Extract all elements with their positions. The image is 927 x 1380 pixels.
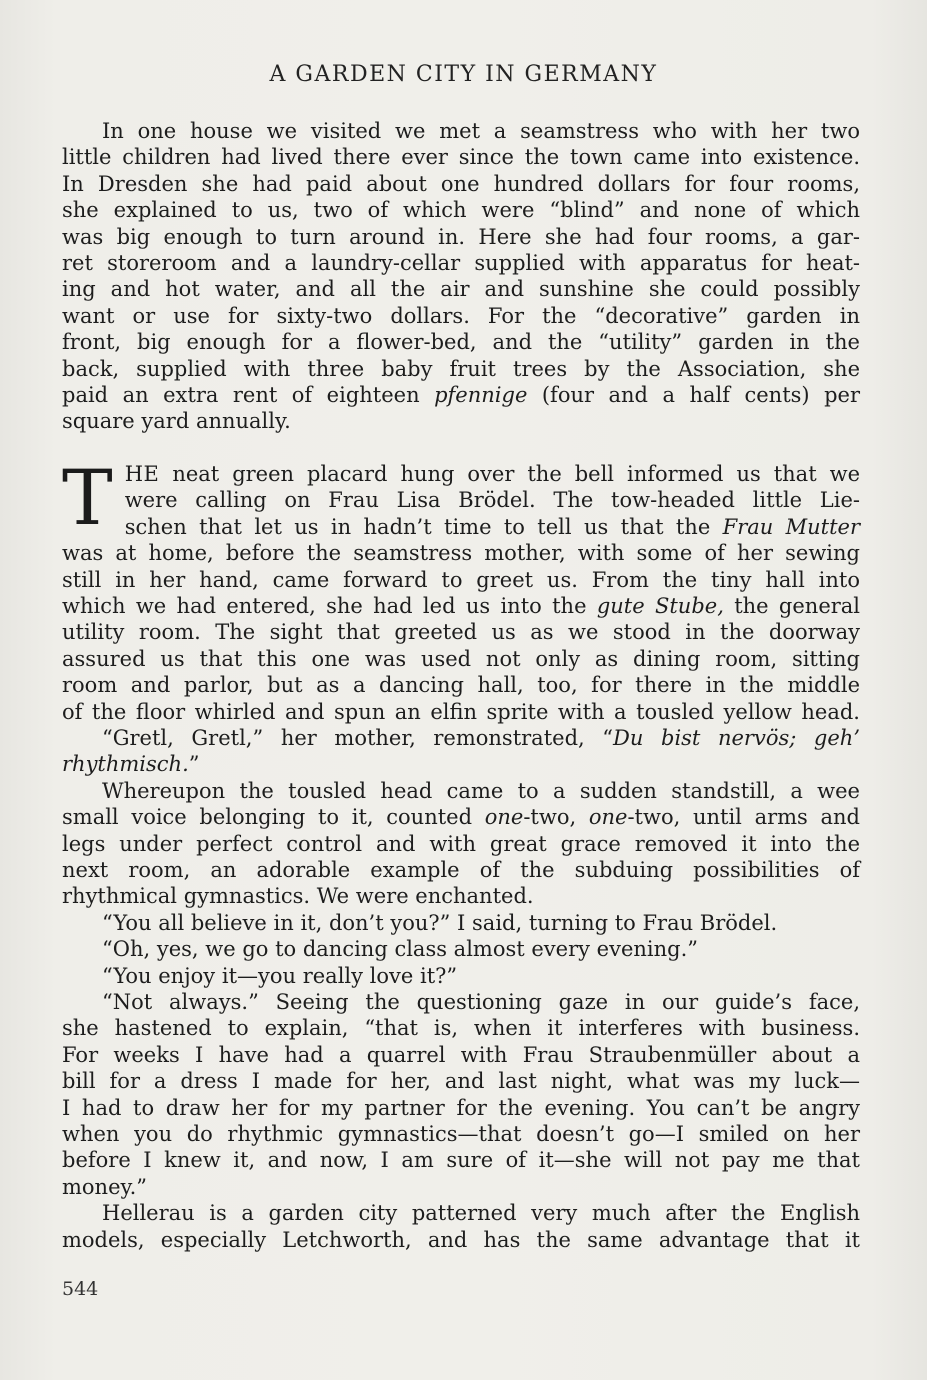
text-line: little children had lived there ever since the town came into existence. <box>62 145 860 170</box>
text-line: was at home, before the seamstress mother, with some of her sewing <box>62 541 860 566</box>
text-run: (four and a half cents) per <box>527 383 860 408</box>
text-line: next room, an adorable example of the subduing possibilities of <box>62 857 860 882</box>
text-line <box>62 593 860 619</box>
text-line: “You enjoy it—you really love it?” <box>102 963 458 988</box>
text-line <box>62 461 860 487</box>
text-line: “Oh, yes, we go to dancing class almost every evening.” <box>102 937 698 962</box>
paragraph-not-always <box>62 989 860 1200</box>
text-run: the general <box>723 593 861 618</box>
text-line <box>62 725 860 751</box>
text-line: rhythmical gymnastics. We were enchanted. <box>62 884 534 909</box>
text-line: “Not always.” Seeing the questioning gaze in our guide’s face, <box>102 990 860 1014</box>
text-line <box>62 751 860 777</box>
italic-run: pfennige <box>434 383 528 408</box>
text-run: small voice belonging to it, counted <box>62 805 485 830</box>
text-line: assured us that this one was used not only as dining room, sitting <box>62 646 860 671</box>
text-line: square yard annually. <box>62 409 291 434</box>
text-run: schen that let us in hadn’t time to tell us that the <box>124 514 723 539</box>
text-line: models, especially Letchworth, and has the same advantage that it <box>62 1227 860 1252</box>
text-line: ing and hot water, and all the air and sunshine she could possibly <box>62 277 860 302</box>
text-line <box>62 382 860 408</box>
paragraph-believe <box>62 910 860 936</box>
paragraph-hellerau <box>62 1200 860 1253</box>
text-line: In one house we visited we met a seamstress who with her two <box>102 119 860 143</box>
text-run: neat green placard hung over the bell informed us that we <box>159 461 860 486</box>
text-line: For weeks I have had a quarrel with Frau Straubenmüller about a <box>62 1042 860 1067</box>
text-line: ret storeroom and a laundry-cellar supplied with apparatus for heat- <box>62 251 860 276</box>
drop-cap: T <box>62 452 113 542</box>
text-line: were calling on Frau Lisa Brödel. The tow-headed little Lie- <box>124 488 860 513</box>
text-line <box>62 804 860 830</box>
paragraph-placard <box>62 452 861 725</box>
text-run: -two, until arms and <box>627 805 860 830</box>
paragraph-dancing-class <box>62 936 860 962</box>
page-number: 544 <box>62 1278 99 1300</box>
text-line: before I knew it, and now, I am sure of it—she will not pay me that <box>62 1148 860 1173</box>
paragraph-whereupon <box>62 778 860 910</box>
text-line: In Dresden she had paid about one hundred dollars for four rooms, <box>62 171 860 196</box>
text-line: front, big enough for a flower-bed, and the “utility” garden in the <box>62 330 860 355</box>
running-head: A GARDEN CITY IN GERMANY <box>269 62 658 87</box>
text-run: ” <box>188 752 200 777</box>
italic-run: rhythmisch. <box>62 752 189 777</box>
text-run: which we had entered, she had led us into the <box>62 593 597 618</box>
text-line: of the floor whirled and spun an elfin sprite with a tousled yellow head. <box>62 699 860 724</box>
italic-run: Frau Mutter <box>722 514 861 539</box>
text-line: room and parlor, but as a dancing hall, too, for there in the middle <box>62 673 860 698</box>
text-line: Whereupon the tousled head came to a sudden standstill, a wee <box>102 778 860 803</box>
text-line: when you do rhythmic gymnastics—that doesn’t go—I smiled on her <box>62 1122 860 1147</box>
text-line: she explained to us, two of which were “blind” and none of which <box>62 198 860 223</box>
text-line: bill for a dress I made for her, and last night, what was my luck— <box>62 1069 860 1094</box>
text-line: money.” <box>62 1174 147 1199</box>
body-text <box>62 118 860 1253</box>
text-run: “Gretl, Gretl,” her mother, remonstrated, “ <box>102 725 614 750</box>
text-line: Hellerau is a garden city patterned very much after the English <box>102 1201 860 1226</box>
text-line: back, supplied with three baby fruit trees by the Association, she <box>62 356 860 381</box>
italic-run: one <box>588 805 628 830</box>
text-line: legs under perfect control and with great grace removed it into the <box>62 831 860 856</box>
text-run: paid an extra rent of eighteen <box>62 383 435 408</box>
text-line: I had to draw her for my partner for the evening. You can’t be angry <box>62 1095 860 1120</box>
small-caps-run: HE <box>124 461 160 486</box>
paragraph-gretl <box>62 725 860 778</box>
paragraph-seamstress <box>62 118 860 435</box>
text-line: still in her hand, came forward to greet us. From the tiny hall into <box>62 567 860 592</box>
text-line: “You all believe in it, don’t you?” I said, turning to Frau Brödel. <box>102 910 778 935</box>
text-line: she hastened to explain, “that is, when it interferes with business. <box>62 1016 860 1041</box>
text-line: was big enough to turn around in. Here she had four rooms, a gar- <box>62 224 860 249</box>
text-line: want or use for sixty-two dollars. For the “decorative” garden in <box>62 303 860 328</box>
text-line <box>62 514 860 540</box>
text-run: -two, <box>523 805 589 830</box>
text-line: utility room. The sight that greeted us as we stood in the doorway <box>62 620 860 645</box>
italic-run: gute Stube, <box>596 593 724 618</box>
italic-run: Du bist nervös; geh’ <box>613 725 860 750</box>
italic-run: one <box>484 805 524 830</box>
paragraph-enjoy <box>62 963 860 989</box>
